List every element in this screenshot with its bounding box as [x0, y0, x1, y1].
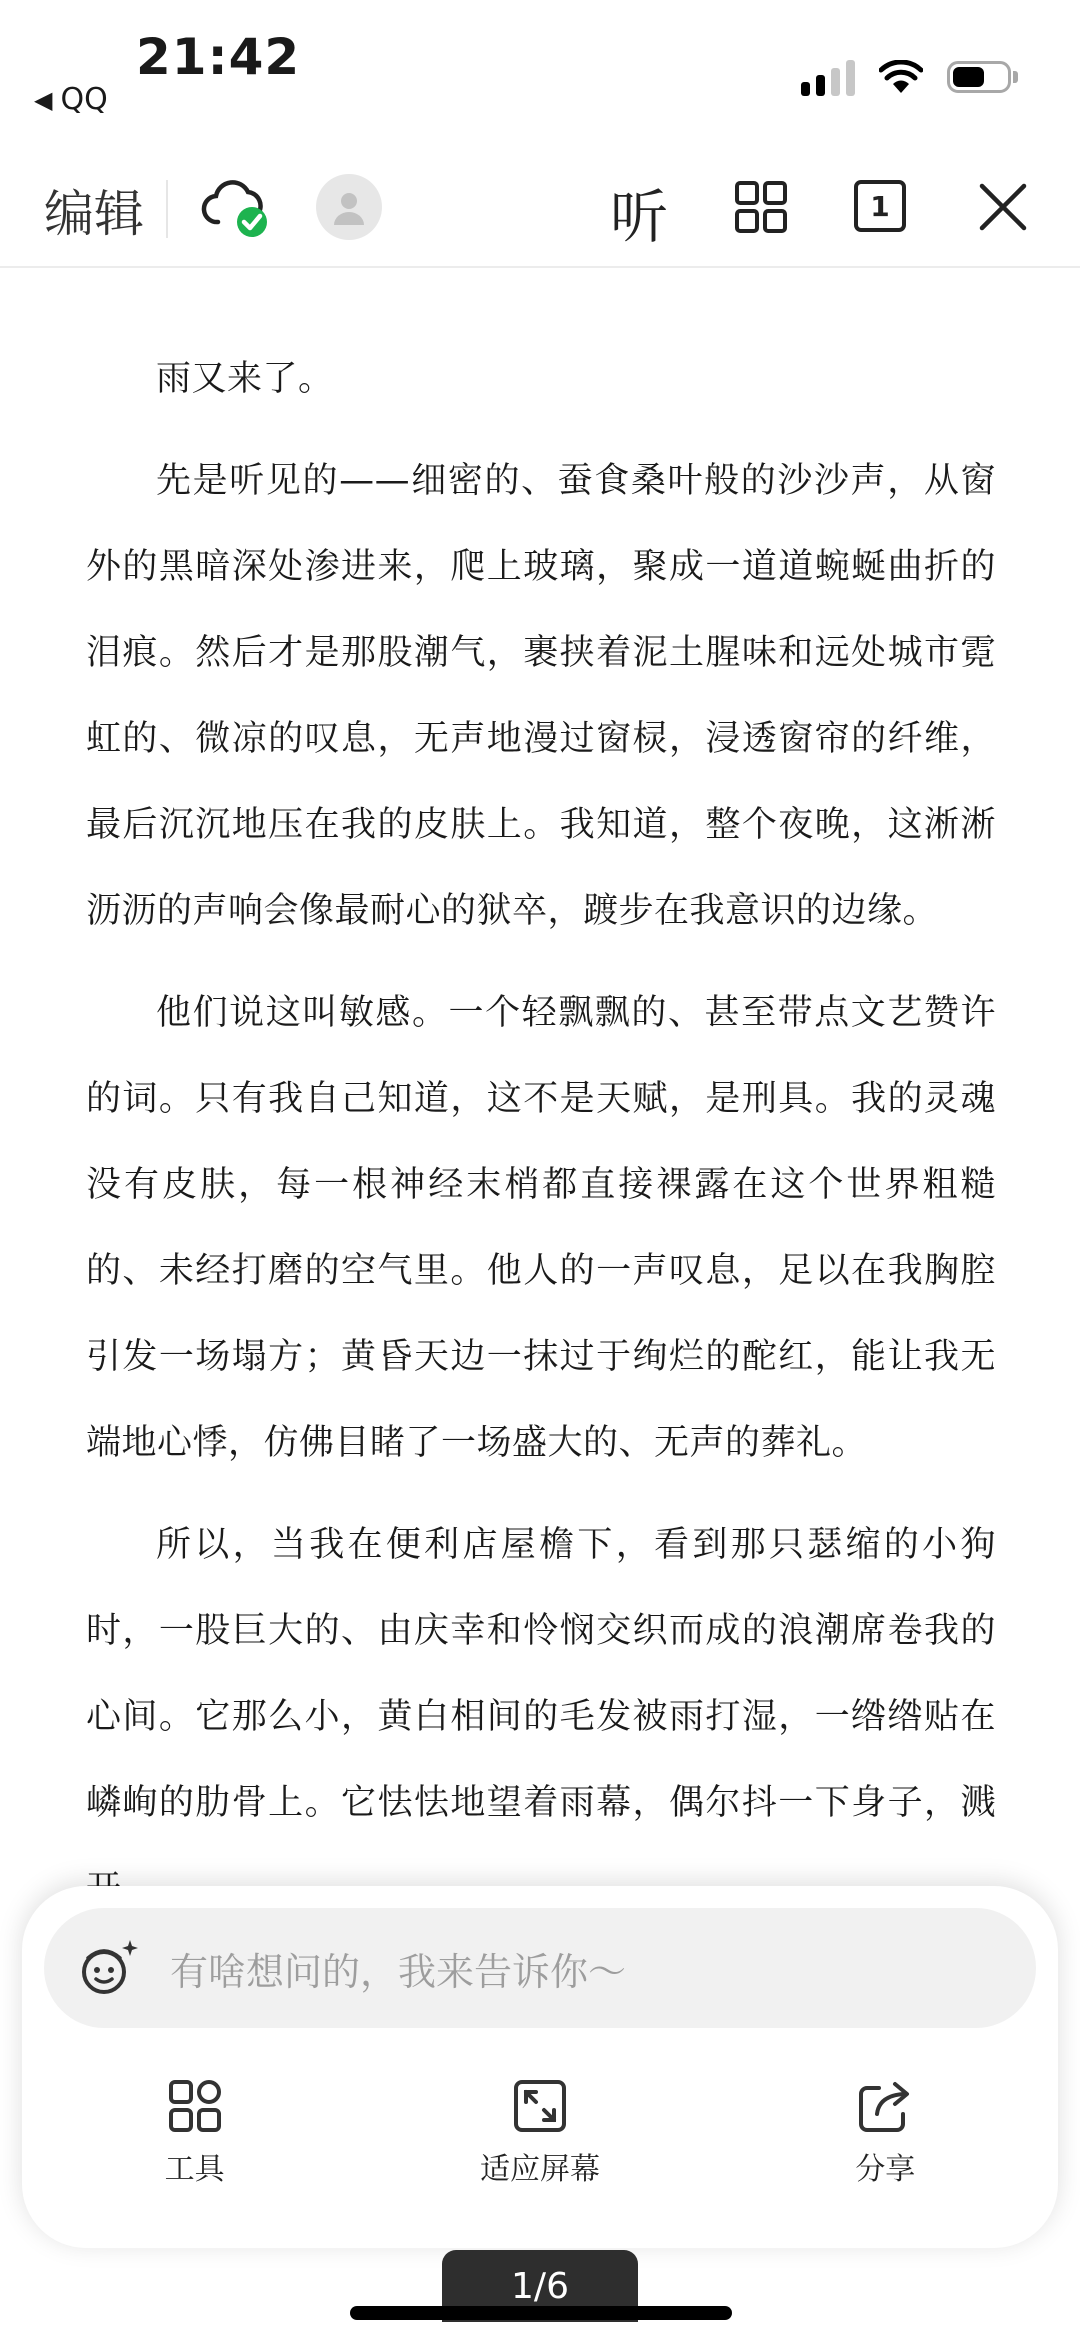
paragraph: 雨又来了。: [156, 359, 334, 399]
tools-grid-icon: [167, 2078, 223, 2134]
fit-screen-button[interactable]: [367, 2078, 712, 2188]
back-to-app-link[interactable]: [34, 82, 108, 117]
back-app-label: QQ: [60, 82, 108, 117]
document-body: [86, 336, 996, 1948]
share-button[interactable]: [713, 2078, 1058, 2188]
toolbar-divider: [166, 180, 168, 238]
page-indicator: 1/6: [442, 2250, 638, 2322]
paragraph: 他们说这叫敏感。一个轻飘飘的、甚至带点文艺赞许的词。只有我自己知道，这不是天赋，是刑具。我的灵魂没有皮肤，每一根神经末梢都直接裸露在这个世界粗糙的、未经打磨的空气里。他人的一声叹息，足以在我胸腔引发一场塌方；黄昏天边一抹过于绚烂的酡红，能让我无端地心悸，仿佛目睹了一场盛大的、无声的葬礼。: [86, 993, 996, 1463]
status-indicators: [801, 58, 1018, 96]
paragraph: 先是听见的——细密的、蚕食桑叶般的沙沙声，从窗外的黑暗深处渗进来，爬上玻璃，聚成一道道蜿蜒曲折的泪痕。然后才是那股潮气，裹挟着泥土腥味和远处城市霓虹的、微凉的叹息，无声地漫过窗棂，浸透窗帘的纤维，最后沉沉地压在我的皮肤上。我知道，整个夜晚，这淅淅沥沥的声响会像最耐心的狱卒，踱步在我意识的边缘。: [86, 461, 996, 931]
back-triangle-icon: ◀: [34, 85, 53, 114]
ai-ask-input[interactable]: [44, 1908, 1036, 2028]
tools-button[interactable]: [22, 2078, 367, 2188]
tools-label: 工具: [164, 2152, 225, 2187]
wifi-icon: [879, 60, 923, 94]
fit-screen-label: 适应屏幕: [479, 2152, 600, 2187]
listen-button[interactable]: 听: [610, 183, 669, 251]
action-bar: [22, 2078, 1058, 2188]
assistant-bot-icon: [74, 1932, 146, 2004]
document-toolbar: [0, 150, 1080, 268]
page-count-icon[interactable]: 1: [854, 180, 906, 232]
close-icon[interactable]: [978, 182, 1028, 236]
bottom-panel: [22, 1886, 1058, 2248]
grid-view-icon[interactable]: [734, 180, 788, 238]
ask-placeholder: 有啥想问的，我来告诉你～: [170, 1949, 627, 1994]
home-indicator[interactable]: [350, 2306, 732, 2320]
edit-button[interactable]: 编辑: [44, 185, 144, 243]
avatar[interactable]: [316, 174, 382, 240]
share-icon: [857, 2078, 913, 2134]
status-bar: [0, 0, 1080, 150]
paragraph: 所以，当我在便利店屋檐下，看到那只瑟缩的小狗时，一股巨大的、由庆幸和怜悯交织而成的浪潮席卷我的心间。它那么小，黄白相间的毛发被雨打湿，一绺绺贴在嶙峋的肋骨上。它怯怯地望着雨幕，偶尔抖一下身子，溅: [86, 1525, 996, 1823]
fit-screen-icon: [512, 2078, 568, 2134]
cellular-signal-icon: [801, 58, 855, 96]
battery-icon: [947, 61, 1018, 93]
status-time: 21:42: [136, 28, 301, 86]
cloud-synced-icon[interactable]: [200, 176, 272, 246]
share-label: 分享: [855, 2152, 916, 2187]
